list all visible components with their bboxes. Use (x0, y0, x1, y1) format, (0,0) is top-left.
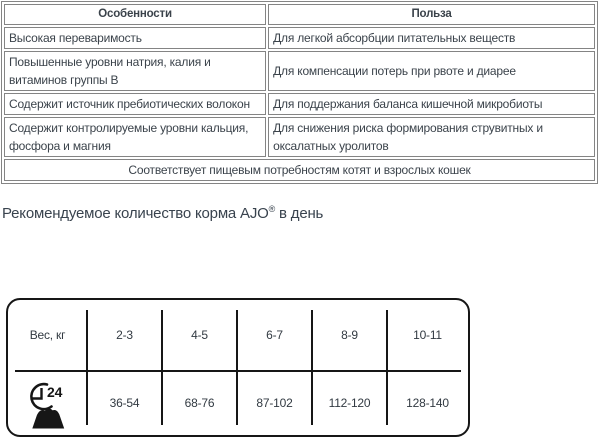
title-text: в день (275, 205, 324, 222)
icon-24-label: 24 (46, 383, 62, 400)
amount-cell: 87-102 (256, 395, 293, 410)
features-column-header: Особенности (4, 4, 266, 25)
amount-cell: 36-54 (109, 395, 140, 410)
daily-portion-icon-cell (8, 370, 87, 435)
table-row (4, 117, 595, 157)
table-footer-row (4, 159, 595, 181)
benefit-cell: Для поддержания баланса кишечной микробиоты (268, 93, 595, 115)
amount-cell: 68-76 (184, 395, 215, 410)
table-row (4, 27, 595, 49)
weight-cell: 6-7 (266, 328, 283, 342)
table-header-row (4, 4, 595, 25)
table-row (4, 93, 595, 115)
benefit-cell: Для компенсации потерь при рвоте и диарее (268, 51, 595, 91)
benefit-cell: Для снижения риска формирования струвитных и оксалатных уролитов (268, 117, 595, 157)
feeding-section-title (2, 204, 323, 222)
amount-cell: 112-120 (328, 395, 371, 410)
feature-cell: Высокая переваримость (4, 27, 266, 49)
table-footer-cell: Соответствует пищевым потребностям котят и взрослых кошек (4, 159, 595, 181)
weight-cell: 8-9 (341, 328, 358, 342)
feature-cell: Содержит источник пребиотических волокон (4, 93, 266, 115)
feature-cell: Содержит контролируемые уровни кальция, фосфора и магния (4, 117, 266, 157)
feeding-amount-table (6, 298, 470, 437)
features-benefits-table (1, 1, 598, 184)
benefit-column-header: Польза (268, 4, 595, 25)
weight-label-cell: Вес, кг (29, 328, 66, 342)
title-text: Рекомендуемое количество корма AJO (2, 205, 269, 222)
feature-cell: Повышенные уровни натрия, калия и витаминов группы В (4, 51, 266, 91)
weight-cell: 4-5 (191, 328, 208, 342)
feeding-grid (8, 300, 468, 435)
amount-cell: 128-140 (406, 395, 449, 410)
weight-cell: 2-3 (116, 328, 133, 342)
table-row (4, 51, 595, 91)
weight-cell: 10-11 (413, 328, 442, 342)
benefit-cell: Для легкой абсорбции питательных веществ (268, 27, 595, 49)
registered-trademark-mark: ® (268, 204, 276, 214)
bowl-clock-24h-icon (25, 380, 71, 430)
